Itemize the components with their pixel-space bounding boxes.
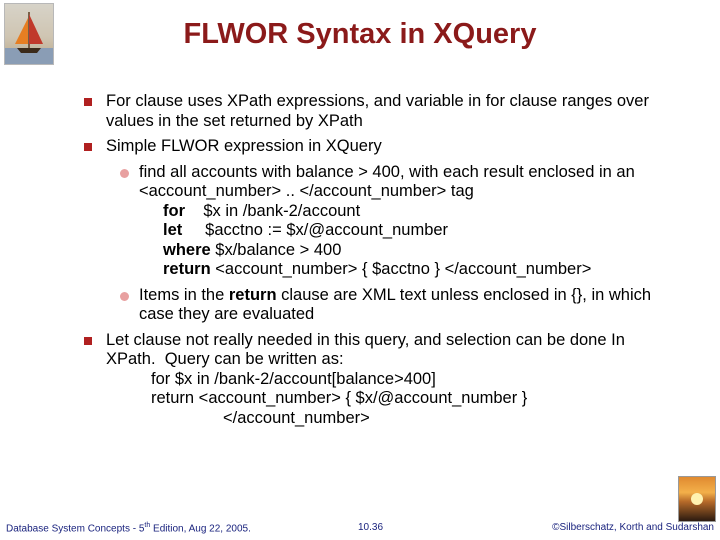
code-line: return <account_number> { $x/@account_number } (151, 389, 528, 407)
page-number: 10.36 (358, 522, 384, 533)
code-text: <account_number> { $acctno } </account_number> (210, 260, 592, 278)
footer-text: Edition, Aug 22, 2005. (150, 523, 251, 535)
code-text: $x/balance > 400 (210, 240, 342, 259)
bullet-text: values in the set returned by XPath (106, 111, 363, 130)
sunset-image (678, 476, 716, 522)
code-line: </account_number> (223, 408, 370, 427)
code-keyword: where (163, 240, 211, 259)
bullet-for-clause (0, 92, 720, 131)
footer-superscript: th (144, 522, 151, 529)
bullet-simple-flwor (0, 137, 720, 157)
bullet-text: find all accounts with balance > 400, with each result enclosed in an (139, 162, 635, 181)
footer-copyright: ©Silberschatz, Korth and Sudarshan (552, 522, 714, 533)
square-bullet-icon (84, 143, 92, 151)
bullet-text: Let clause not really needed in this query, and selection can be done In (106, 330, 625, 349)
square-bullet-icon (84, 98, 92, 106)
footer-text: Database System Concepts - 5 (6, 523, 145, 535)
bullet-text: XPath. Query can be written as: (106, 350, 344, 368)
round-bullet-icon (120, 292, 129, 301)
bullet-text: Simple FLWOR expression in XQuery (106, 137, 382, 155)
code-line: for $x in /bank-2/account[balance>400] (151, 369, 436, 388)
bullet-text: For clause uses XPath expressions, and variable in for clause ranges over (106, 92, 649, 110)
code-line-return (139, 260, 720, 280)
code-text: $x in /bank-2/account (185, 201, 361, 220)
text-segment: Items in the (139, 285, 229, 304)
code-text: $acctno := $x/@account_number (182, 221, 449, 239)
text-segment: clause are XML text unless enclosed in {}, in which (276, 285, 652, 304)
slide-body (0, 92, 720, 434)
round-bullet-icon (120, 169, 129, 178)
bullet-let-clause (0, 331, 720, 429)
bullet-text (139, 286, 720, 306)
footer-book-info (6, 522, 251, 534)
code-line-for (139, 202, 720, 222)
sun-icon (691, 493, 703, 505)
bullet-text: case they are evaluated (139, 305, 315, 323)
bullet-text: <account_number> .. </account_number> tag (139, 182, 474, 200)
slide-footer (0, 520, 720, 536)
code-keyword: return (163, 260, 211, 278)
code-keyword: return (228, 285, 277, 304)
square-bullet-icon (84, 337, 92, 345)
code-keyword: for (163, 201, 185, 220)
slide-title: FLWOR Syntax in XQuery (183, 18, 537, 50)
code-line-where (139, 241, 720, 261)
code-line-let (139, 221, 720, 241)
code-keyword: let (163, 221, 183, 239)
subbullet-find-accounts (0, 163, 720, 280)
subbullet-return-items (0, 286, 720, 325)
